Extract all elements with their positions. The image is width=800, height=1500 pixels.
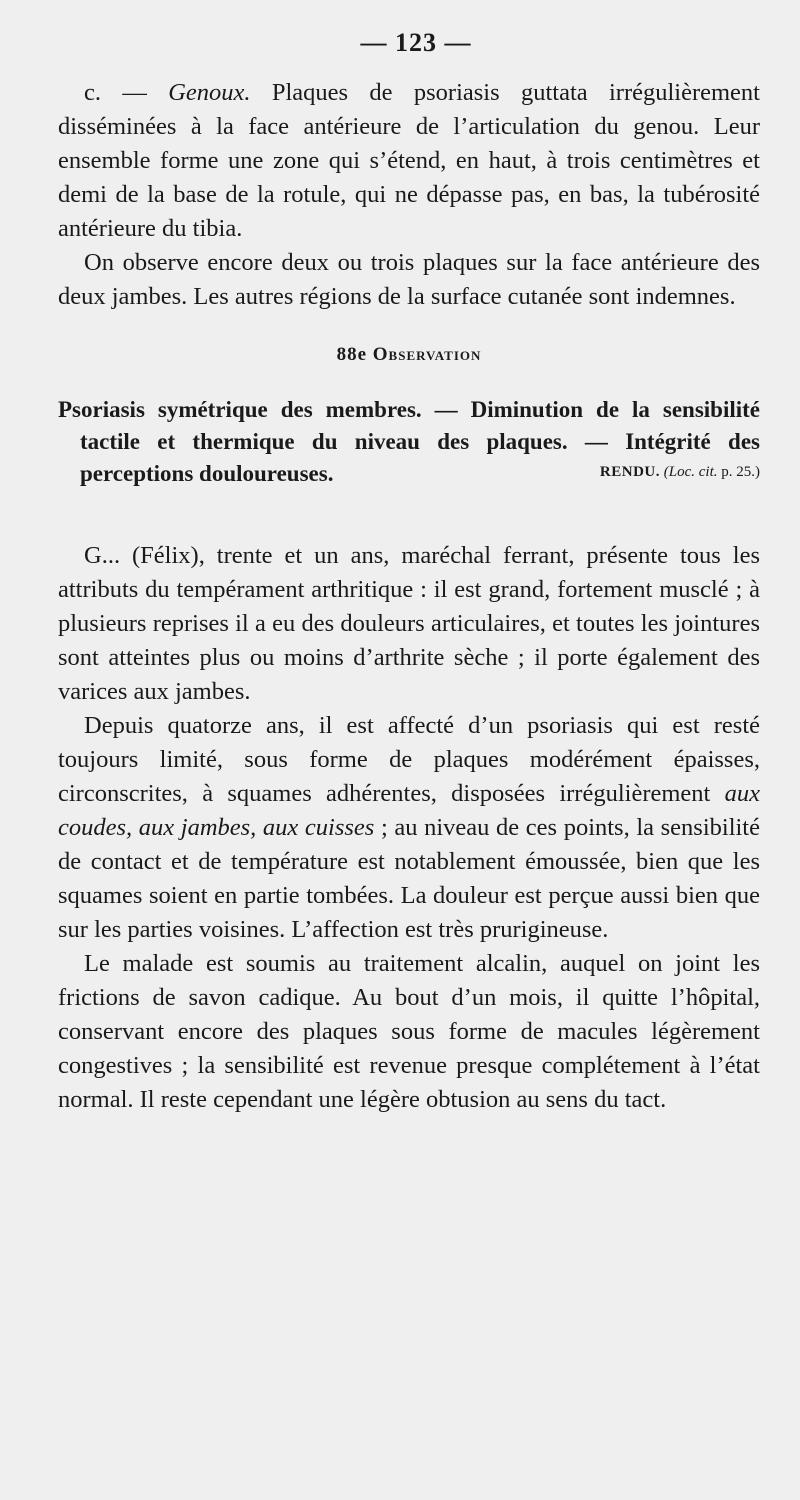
observation-paragraph-3: Le malade est soumis au traitement alcalin, auquel on joint les frictions de savon cadique. Au bout d’un mois, il quitte l’hôpital, conservant encore des plaques sous forme de macules légèrement congestives ; la sensibilité est revenue presque complétement à l’état normal. Il reste cependant une légère obtusion au sens du tact. xyxy=(58,950,760,1113)
reference-author: RENDU. xyxy=(599,464,660,480)
section-c-paragraph-2: On observe encore deux ou trois plaques sur la face antérieure des deux jambes. Les autres régions de la surface cutanée sont indemnes. xyxy=(58,249,760,310)
observation-paragraph-1: G... (Félix), trente et un ans, maréchal ferrant, présente tous les attributs du tempérament arthritique : il est grand, fortement musclé ; à plusieurs reprises il a eu des douleurs articulaires, et toutes les jointures sont atteintes plus ou moins d’arthrite sèche ; il porte également des varices aux jambes. xyxy=(58,542,760,705)
page-number: — 123 — xyxy=(360,28,472,57)
observation-paragraph-2-a: Depuis quatorze ans, il est affecté d’un psoriasis qui est resté toujours limité, sous forme de plaques modérément épaisses, circonscrites, à squames adhérentes, disposées irrégulièrement xyxy=(58,712,760,807)
observation-paragraph-2 xyxy=(58,709,760,947)
observation-number: 88e xyxy=(336,344,368,365)
observation-paragraph-2-italic: aux coudes, aux jambes, aux cuisses xyxy=(58,780,760,841)
observation-heading xyxy=(58,344,760,366)
section-c-text: Plaques de psoriasis guttata irrégulièrement disséminées à la face antérieure de l’articulation du genou. Leur ensemble forme une zone qui s’étend, en haut, à trois centimètres et demi de la base de la rotule, qui ne dépasse pas, en bas, la tubérosité antérieure du tibia. xyxy=(58,79,760,242)
reference-location: (Loc. cit. xyxy=(663,464,718,480)
section-c-paragraph xyxy=(58,76,760,246)
observation-paragraph-2-b: ; au niveau de ces points, la sensibilité de contact et de température est notablement émoussée, bien que les squames soient en partie tombées. La douleur est perçue aussi bien que sur les parties voisines. L’affection est très prurigineuse. xyxy=(58,814,760,943)
observation-summary: Psoriasis symétrique des membres. — Diminution de la sensibilité tactile et thermique du niveau des plaques. — Intégrité des perceptions douloureuses. xyxy=(58,397,760,486)
section-c-label-italic: Genoux. xyxy=(168,79,251,106)
observation-title: Observation xyxy=(372,344,482,365)
section-c-label: c. — xyxy=(84,79,169,106)
reference-page: p. 25.) xyxy=(717,464,760,480)
